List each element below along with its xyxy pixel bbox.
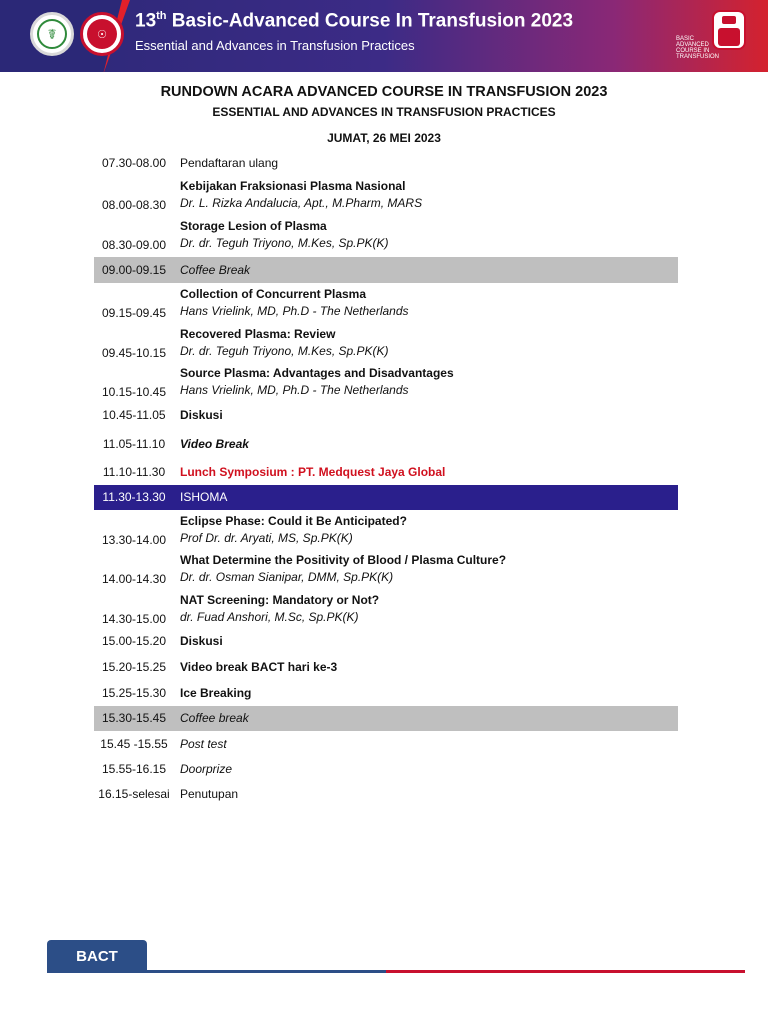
schedule-time: 08.00-08.30	[101, 198, 167, 212]
schedule-time: 14.30-15.00	[101, 612, 167, 626]
organization-logo-icon: ☤	[30, 12, 74, 56]
footer-line-red	[386, 970, 745, 973]
schedule-time: 15.00-15.20	[101, 633, 167, 648]
schedule-item: Pendaftaran ulang	[180, 155, 279, 170]
schedule-row	[94, 731, 678, 757]
header-title: 13th Basic-Advanced Course In Transfusion 2023	[135, 10, 574, 32]
session-speaker: Hans Vrielink, MD, Ph.D - The Netherlands	[180, 304, 409, 318]
schedule-time: 09.00-09.15	[101, 262, 167, 277]
schedule-time: 15.45 -15.55	[100, 736, 168, 751]
schedule-row	[94, 680, 678, 706]
schedule-time: 11.30-13.30	[102, 490, 166, 504]
header-banner	[0, 0, 768, 72]
schedule-row	[94, 214, 678, 254]
schedule-time: 09.45-10.15	[101, 346, 167, 360]
session-speaker: Prof Dr. dr. Aryati, MS, Sp.PK(K)	[180, 531, 353, 545]
schedule-row	[94, 628, 678, 654]
schedule-item: Ice Breaking	[180, 685, 252, 700]
schedule-row	[94, 362, 678, 401]
schedule-time: 11.05-11.10	[102, 437, 166, 451]
schedule-item: Video break BACT hari ke-3	[180, 659, 338, 674]
schedule-row	[94, 283, 678, 322]
schedule-row	[94, 460, 678, 485]
schedule-item: ISHOMA	[180, 490, 228, 504]
schedule-item: Video Break	[180, 437, 249, 451]
session-speaker: dr. Fuad Anshori, M.Sc, Sp.PK(K)	[180, 610, 359, 624]
schedule-row	[94, 510, 678, 549]
session-title: NAT Screening: Mandatory or Not?	[180, 593, 380, 607]
bact-footer-tab: BACT	[47, 940, 147, 973]
schedule-table	[94, 151, 678, 807]
pdsi-logo-icon: ☉	[80, 12, 124, 56]
schedule-time: 15.30-15.45	[101, 711, 167, 725]
schedule-row	[94, 151, 678, 175]
header-subtitle: Essential and Advances in Transfusion Practices	[135, 38, 415, 53]
schedule-item: Diskusi	[180, 407, 223, 422]
schedule-time: 16.15-selesai	[98, 787, 170, 801]
schedule-row	[94, 588, 678, 628]
session-speaker: Dr. L. Rizka Andalucia, Apt., M.Pharm, MARS	[180, 196, 423, 210]
session-speaker: Dr. dr. Osman Sianipar, DMM, Sp.PK(K)	[180, 570, 394, 584]
schedule-row-highlight	[94, 706, 678, 731]
schedule-row	[94, 322, 678, 362]
schedule-time: 10.15-10.45	[101, 385, 167, 399]
session-speaker: Hans Vrielink, MD, Ph.D - The Netherlands	[180, 383, 409, 397]
session-speaker: Dr. dr. Teguh Triyono, M.Kes, Sp.PK(K)	[180, 236, 389, 250]
session-title: Source Plasma: Advantages and Disadvantages	[180, 366, 454, 380]
session-title: Recovered Plasma: Review	[180, 327, 336, 341]
schedule-row	[94, 401, 678, 429]
schedule-item: Coffee Break	[180, 262, 251, 277]
session-title: What Determine the Positivity of Blood / Plasma Culture?	[180, 553, 507, 567]
schedule-row	[94, 654, 678, 680]
schedule-row	[94, 429, 678, 460]
schedule-time: 15.55-16.15	[101, 762, 167, 776]
schedule-row-highlight	[94, 257, 678, 283]
schedule-time: 08.30-09.00	[101, 238, 167, 252]
schedule-time: 09.15-09.45	[101, 306, 167, 320]
schedule-row-ishoma	[94, 485, 678, 510]
schedule-item: Coffee break	[180, 711, 249, 725]
schedule-item: Diskusi	[180, 633, 223, 648]
schedule-row	[94, 549, 678, 588]
schedule-time: 07.30-08.00	[101, 155, 167, 170]
session-title: Storage Lesion of Plasma	[180, 219, 327, 233]
session-title: Collection of Concurrent Plasma	[180, 287, 367, 301]
bact-logo-text: BASIC ADVANCED COURSE IN TRANSFUSION	[676, 36, 720, 60]
document-date: JUMAT, 26 MEI 2023	[327, 131, 441, 145]
footer-line-blue	[47, 970, 387, 973]
schedule-row	[94, 175, 678, 214]
document-title: RUNDOWN ACARA ADVANCED COURSE IN TRANSFUSION 2023	[160, 84, 608, 100]
schedule-row	[94, 782, 678, 807]
session-speaker: Dr. dr. Teguh Triyono, M.Kes, Sp.PK(K)	[180, 344, 389, 358]
schedule-time: 13.30-14.00	[101, 533, 167, 547]
schedule-time: 11.10-11.30	[102, 465, 166, 479]
schedule-row	[94, 757, 678, 782]
schedule-time: 10.45-11.05	[102, 407, 166, 422]
schedule-time: 15.25-15.30	[101, 685, 167, 700]
lunch-symposium-item: Lunch Symposium : PT. Medquest Jaya Global	[180, 465, 446, 479]
session-title: Kebijakan Fraksionasi Plasma Nasional	[180, 179, 406, 193]
schedule-item: Penutupan	[180, 787, 239, 801]
session-title: Eclipse Phase: Could it Be Anticipated?	[180, 514, 407, 528]
schedule-item: Post test	[180, 736, 227, 751]
schedule-item: Doorprize	[180, 762, 233, 776]
schedule-time: 15.20-15.25	[101, 659, 167, 674]
schedule-time: 14.00-14.30	[101, 572, 167, 586]
document-subtitle: ESSENTIAL AND ADVANCES IN TRANSFUSION PRACTICES	[212, 105, 556, 119]
